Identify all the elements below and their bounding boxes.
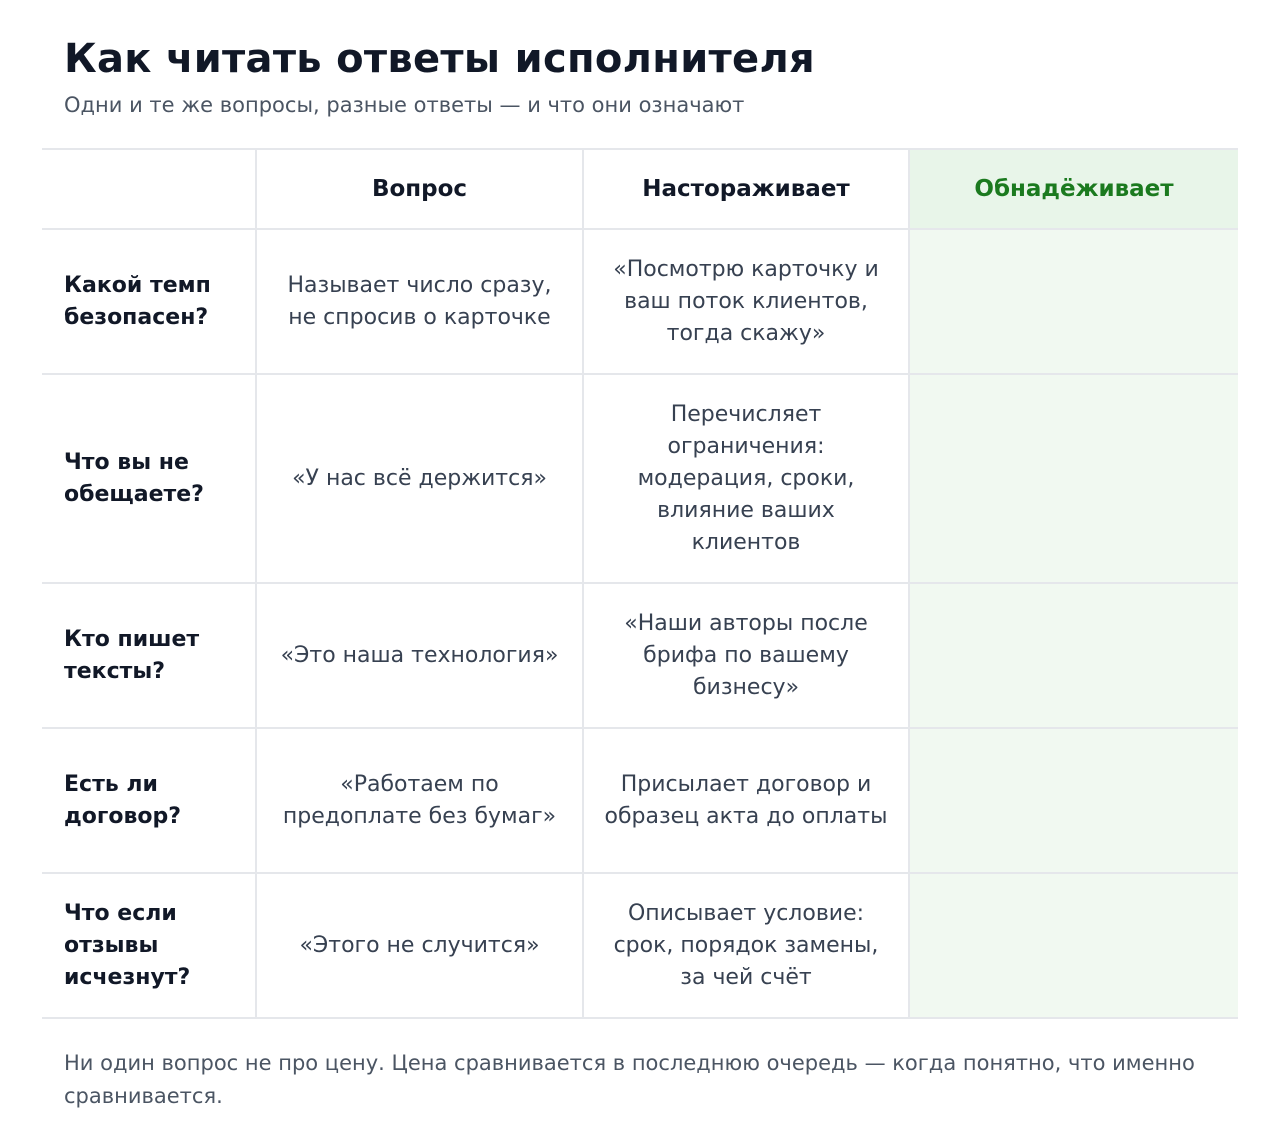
row-question: Какой темп безопасен? [42, 229, 256, 374]
cell-reassuring-answer [909, 873, 1238, 1018]
table-row [42, 873, 1238, 1018]
cell-question-answer: «Это наша технология» [256, 583, 583, 728]
cell-reassuring-answer [909, 374, 1238, 583]
table-row [42, 583, 1238, 728]
cell-alarming-answer: Описывает условие: срок, порядок замены, за чей счёт [583, 873, 909, 1018]
cell-question-answer: «Работаем по предоплате без бумаг» [256, 728, 583, 873]
cell-question-answer: «У нас всё держится» [256, 374, 583, 583]
cell-question-answer: Называет число сразу, не спросив о карточке [256, 229, 583, 374]
row-question: Кто пишет тексты? [42, 583, 256, 728]
footer-note: Ни один вопрос не про цену. Цена сравнивается в последнюю очередь — когда понятно, что именно сравнивается. [64, 1051, 1195, 1108]
row-question: Есть ли договор? [42, 728, 256, 873]
header-question: Вопрос [256, 149, 583, 229]
cell-alarming-answer: «Посмотрю карточку и ваш поток клиентов, тогда скажу» [583, 229, 909, 374]
cell-reassuring-answer [909, 583, 1238, 728]
cell-reassuring-answer [909, 229, 1238, 374]
cell-alarming-answer: Присылает договор и образец акта до оплаты [583, 728, 909, 873]
page-title: Как читать ответы исполнителя [64, 36, 816, 82]
row-question: Что если отзывы исчезнут? [42, 873, 256, 1018]
cell-alarming-answer: «Наши авторы после брифа по вашему бизнесу» [583, 583, 909, 728]
table-row [42, 374, 1238, 583]
cell-reassuring-answer [909, 728, 1238, 873]
header-reassuring: Обнадёживает [909, 149, 1238, 229]
cell-alarming-answer: Перечисляет ограничения: модерация, сроки, влияние ваших клиентов [583, 374, 909, 583]
table-header-row [42, 149, 1238, 229]
table-row [42, 229, 1238, 374]
header-corner [42, 149, 256, 229]
cell-question-answer: «Этого не случится» [256, 873, 583, 1018]
row-question: Что вы не обещаете? [42, 374, 256, 583]
page-subtitle: Одни и те же вопросы, разные ответы — и что они означают [64, 93, 745, 117]
table-row [42, 728, 1238, 873]
header-alarming: Настораживает [583, 149, 909, 229]
comparison-table [42, 148, 1238, 1019]
